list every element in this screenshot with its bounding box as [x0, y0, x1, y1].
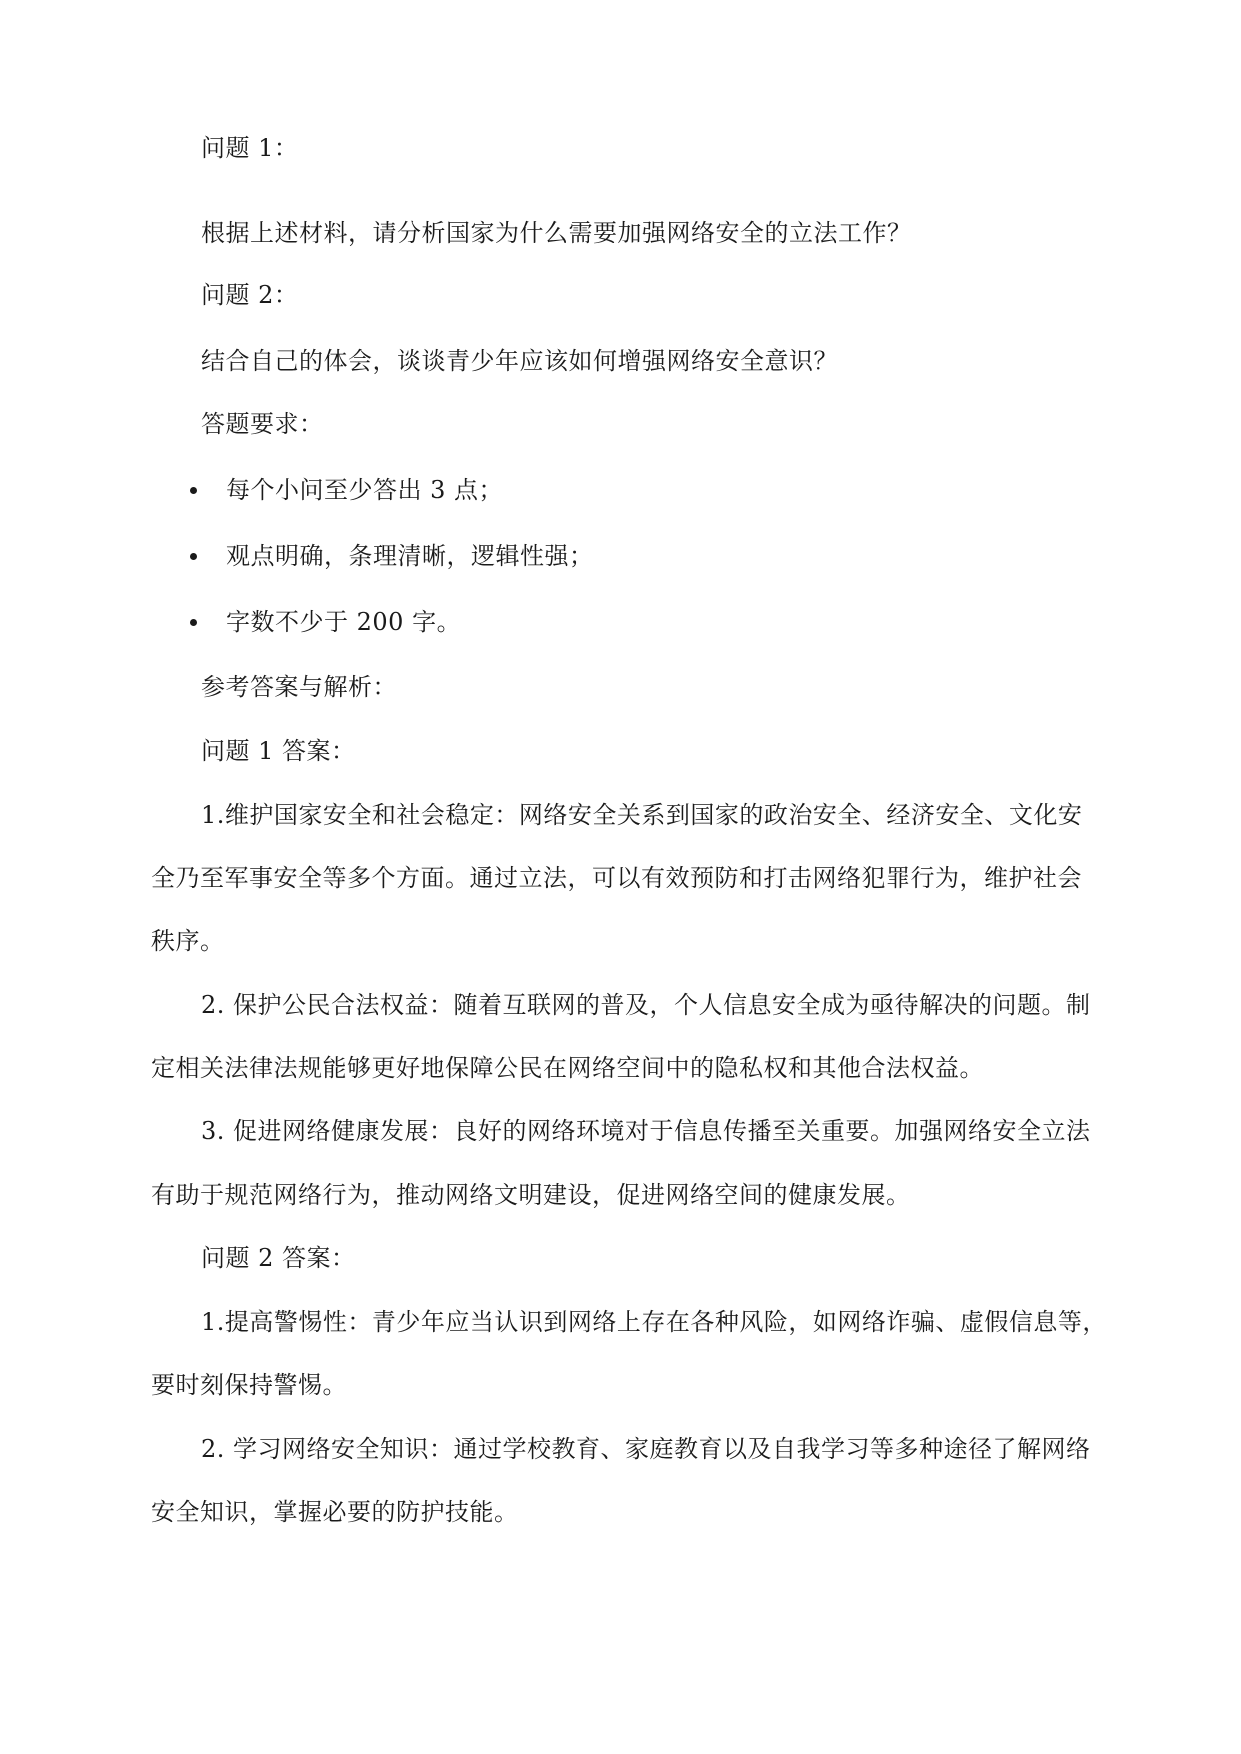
answer-line: 2. 学习网络安全知识：通过学校教育、家庭教育以及自我学习等多种途径了解网络 — [201, 1435, 1091, 1463]
bullet-icon — [190, 487, 197, 494]
answer-line: 安全知识，掌握必要的防护技能。 — [151, 1498, 519, 1526]
question1-heading: 问题 1： — [201, 134, 299, 162]
question2-text: 结合自己的体会，谈谈青少年应该如何增强网络安全意识？ — [201, 347, 838, 375]
reference-heading: 参考答案与解析： — [201, 673, 397, 701]
bullet-icon — [190, 553, 197, 560]
answer-line: 全乃至军事安全等多个方面。通过立法，可以有效预防和打击网络犯罪行为，维护社会 — [151, 864, 1082, 892]
requirement-text: 每个小问至少答出 3 点； — [226, 476, 504, 504]
answer2-heading: 问题 2 答案： — [201, 1244, 356, 1272]
answer-line: 定相关法律法规能够更好地保障公民在网络空间中的隐私权和其他合法权益。 — [151, 1054, 984, 1082]
answer-line: 要时刻保持警惕。 — [151, 1371, 347, 1399]
answer1-heading: 问题 1 答案： — [201, 737, 356, 765]
bullet-icon — [190, 619, 197, 626]
answer-line: 有助于规范网络行为，推动网络文明建设，促进网络空间的健康发展。 — [151, 1181, 911, 1209]
answer-line: 3. 促进网络健康发展：良好的网络环境对于信息传播至关重要。加强网络安全立法 — [201, 1117, 1091, 1145]
requirement-text: 字数不少于 200 字。 — [226, 608, 462, 636]
question1-text: 根据上述材料，请分析国家为什么需要加强网络安全的立法工作？ — [201, 219, 912, 247]
answer-line: 2. 保护公民合法权益：随着互联网的普及，个人信息安全成为亟待解决的问题。制 — [201, 991, 1091, 1019]
answer-line: 秩序。 — [151, 927, 225, 955]
requirements-heading: 答题要求： — [201, 410, 324, 438]
answer-line: 1.维护国家安全和社会稳定：网络安全关系到国家的政治安全、经济安全、文化安 — [201, 801, 1083, 829]
requirement-text: 观点明确，条理清晰，逻辑性强； — [226, 542, 594, 570]
answer-line: 1.提高警惕性：青少年应当认识到网络上存在各种风险，如网络诈骗、虚假信息等， — [201, 1308, 1107, 1336]
question2-heading: 问题 2： — [201, 281, 299, 309]
